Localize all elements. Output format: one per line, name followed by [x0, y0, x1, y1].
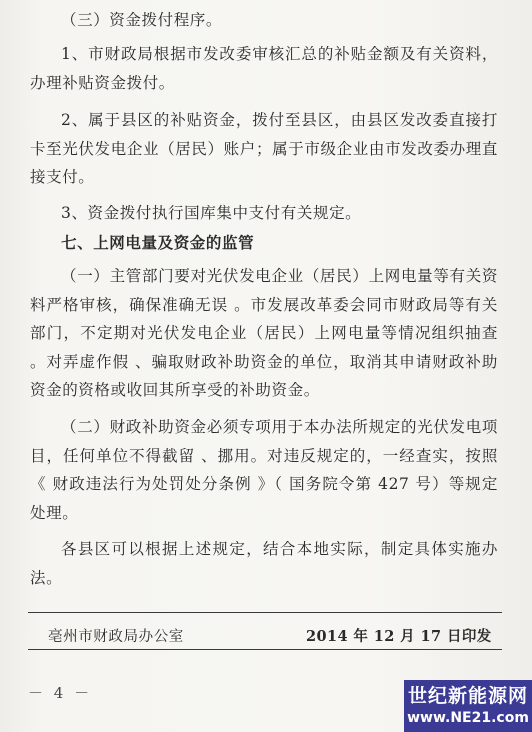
footer-date: 2014 年 12 月 17 日印发 [306, 628, 492, 645]
watermark-title: 世纪新能源网 [407, 685, 528, 707]
footer-bottom-rule [28, 649, 502, 650]
paragraph-item-2: 2、属于县区的补贴资金，拨付至县区，由县区发改委直接打卡至光伏发电企业（居民）账户；属于市级企业由市发改委办理直接支付。 [30, 111, 498, 186]
watermark-url: www.NE21.com [407, 710, 529, 726]
page-number: － 4 － [28, 684, 93, 702]
section-heading-supervision: 七、上网电量及资金的监管 [61, 234, 255, 252]
paragraph-supervision-2: （二）财政补助资金必须专项用于本办法所规定的光伏发电项目，任何单位不得截留 、挪用。对违反规定的，一经查实，按照《 财政违法行为处罚处分条例 》（ 国务院令第 427 号）等规定处理。 [30, 418, 498, 522]
site-watermark [404, 680, 532, 732]
paragraph-item-3: 3、资金拨付执行国库集中支付有关规定。 [61, 204, 362, 222]
footer-top-rule [28, 612, 502, 613]
paragraph-closing: 各县区可以根据上述规定，结合本地实际，制定具体实施办法。 [30, 540, 498, 587]
section-heading-fund-disbursement: （三）资金拨付程序。 [61, 11, 223, 29]
footer-issuer: 亳州市财政局办公室 [48, 629, 184, 645]
paragraph-item-1: 1、市财政局根据市发改委审核汇总的补贴金额及有关资料，办理补贴资金拨付。 [30, 45, 498, 92]
paragraph-supervision-1: （一）主管部门要对光伏发电企业（居民）上网电量等有关资料严格审核，确保准确无误 。市发展改革委会同市财政局等有关部门，不定期对光伏发电企业（居民）上网电量等情况组织抽查 。对弄虚作假 、骗取财政补助资金的单位，取消其申请财政补助资金的资格或收回其所享受的补助资金。 [30, 267, 498, 399]
